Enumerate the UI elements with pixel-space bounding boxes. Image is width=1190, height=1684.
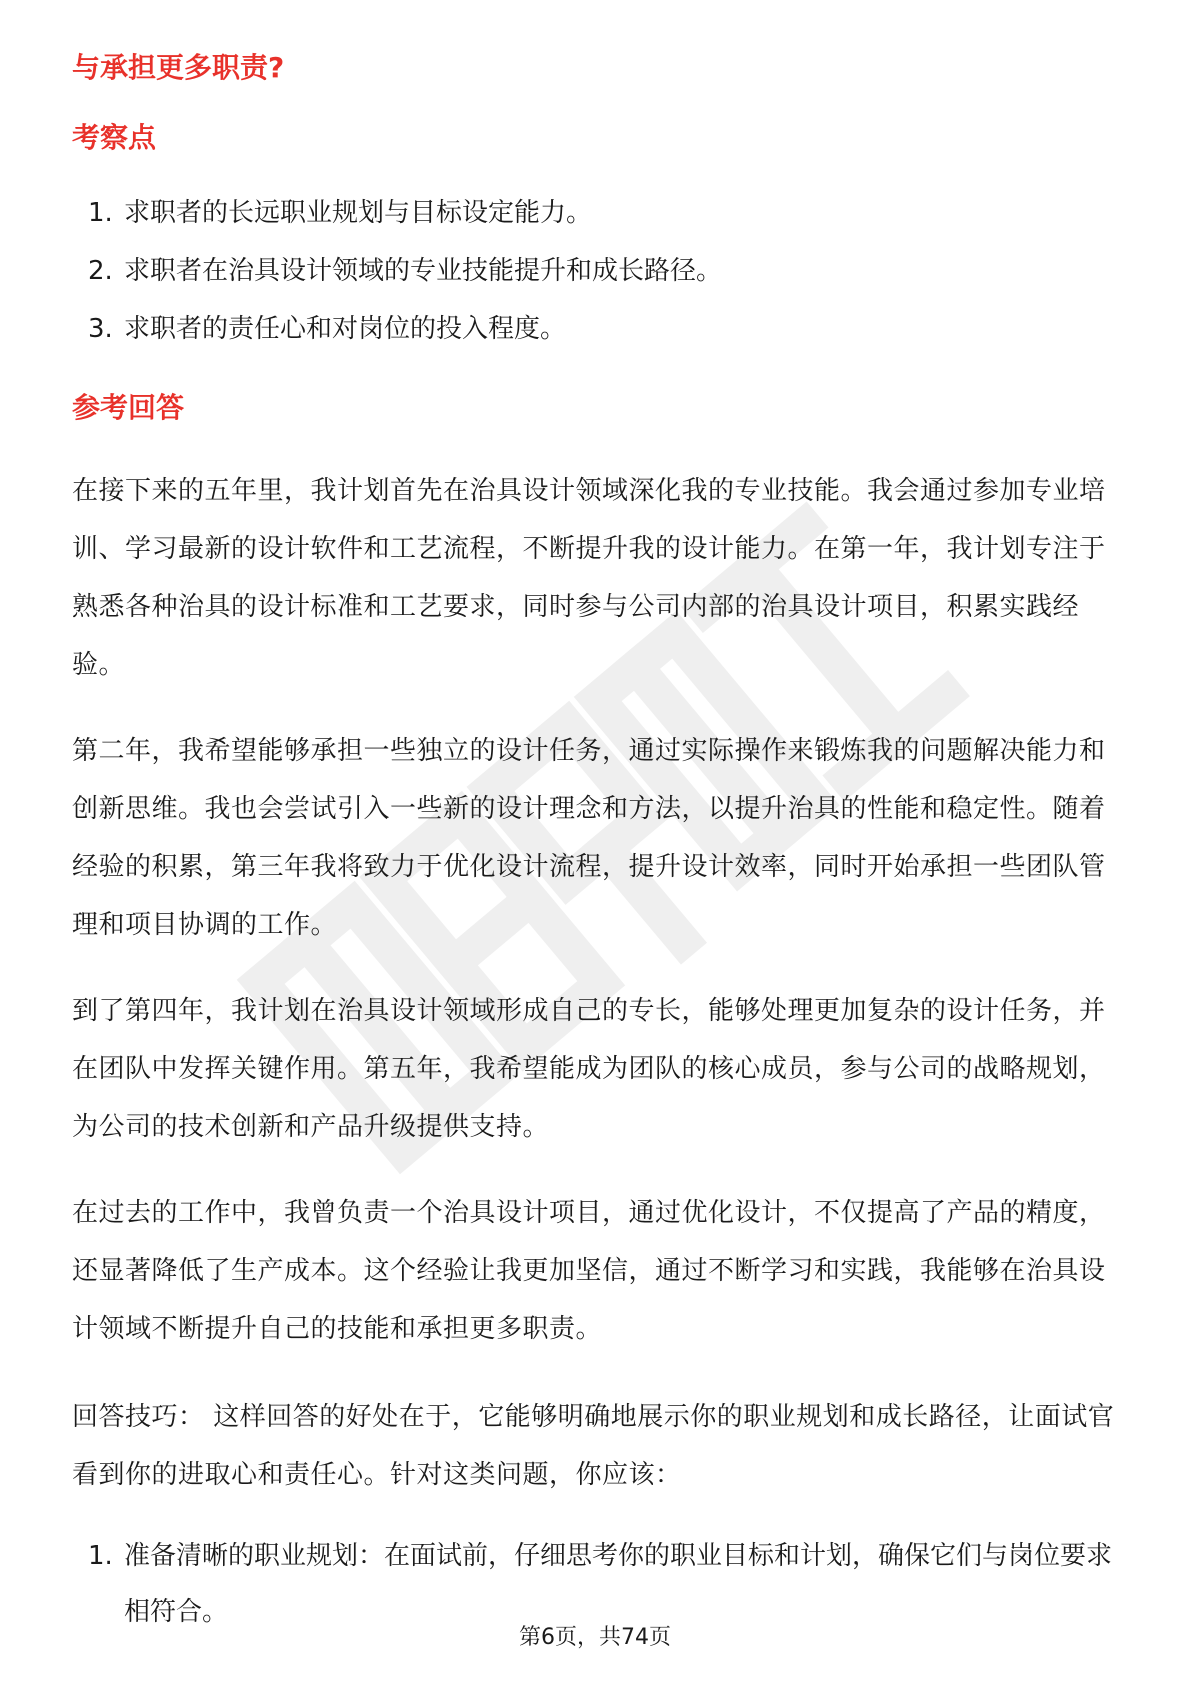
list-item xyxy=(72,300,1122,358)
main-content xyxy=(72,44,1122,1640)
list-item-number: 3. xyxy=(88,314,113,344)
list-item-number: 2. xyxy=(88,256,113,286)
answer-body xyxy=(72,462,1122,1358)
list-item-text: 求职者的长远职业规划与目标设定能力。 xyxy=(124,198,593,228)
list-item-text: 准备清晰的职业规划：在面试前，仔细思考你的职业目标和计划，确保它们与岗位要求相符合。 xyxy=(124,1541,1113,1627)
list-item-text: 求职者的责任心和对岗位的投入程度。 xyxy=(124,314,567,344)
question-title-fragment: 与承担更多职责? xyxy=(72,51,285,84)
answer-paragraph: 第二年，我希望能够承担一些独立的设计任务，通过实际操作来锻炼我的问题解决能力和创新思维。我也会尝试引入一些新的设计理念和方法，以提升治具的性能和稳定性。随着经验的积累，第三年我将致力于优化设计流程，提升设计效率，同时开始承担一些团队管理和项目协调的工作。 xyxy=(72,736,1106,940)
answer-paragraph: 在过去的工作中，我曾负责一个治具设计项目，通过优化设计，不仅提高了产品的精度，还显著降低了生产成本。这个经验让我更加坚信，通过不断学习和实践，我能够在治具设计领域不断提升自己的技能和承担更多职责。 xyxy=(72,1198,1106,1344)
section-heading-points: 考察点 xyxy=(72,121,157,154)
list-item-text: 求职者在治具设计领域的专业技能提升和成长路径。 xyxy=(124,256,723,286)
list-item-number: 1. xyxy=(88,1541,113,1571)
list-item xyxy=(72,242,1122,300)
tips-paragraph: 回答技巧： 这样回答的好处在于，它能够明确地展示你的职业规划和成长路径，让面试官看到你的进取心和责任心。针对这类问题，你应该： xyxy=(72,1402,1115,1490)
answer-paragraph: 到了第四年，我计划在治具设计领域形成自己的专长，能够处理更加复杂的设计任务，并在团队中发挥关键作用。第五年，我希望能成为团队的核心成员，参与公司的战略规划，为公司的技术创新和产品升级提供支持。 xyxy=(72,996,1106,1142)
points-list xyxy=(72,184,1122,358)
list-item xyxy=(72,184,1122,242)
page-number-footer: 第6页，共74页 xyxy=(519,1625,671,1650)
list-item-number: 1. xyxy=(88,198,113,228)
answer-paragraph: 在接下来的五年里，我计划首先在治具设计领域深化我的专业技能。我会通过参加专业培训、学习最新的设计软件和工艺流程，不断提升我的设计能力。在第一年，我计划专注于熟悉各种治具的设计标准和工艺要求，同时参与公司内部的治具设计项目，积累实践经验。 xyxy=(72,476,1106,680)
section-heading-answer: 参考回答 xyxy=(72,391,185,424)
